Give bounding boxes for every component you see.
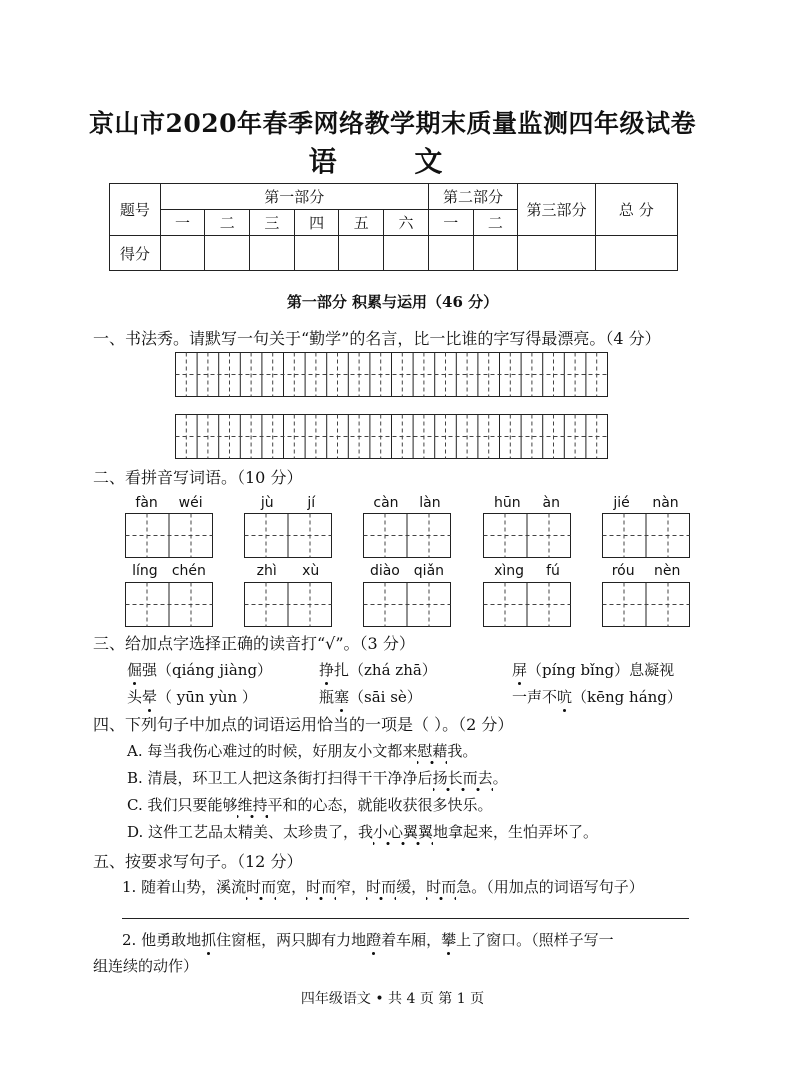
q4-option-b[interactable]: B. 清晨，环卫工人把这条街打扫得干干净净后扬长而去。 <box>127 767 508 788</box>
character-box[interactable] <box>602 582 690 627</box>
character-box[interactable] <box>244 513 332 558</box>
character-box[interactable] <box>125 582 213 627</box>
tihao-label: 题号 <box>110 184 161 236</box>
pinyin-label: fàn wéi <box>135 495 203 511</box>
q5-sentence-2: 2. 他勇敢地抓住窗框，两只脚有力地蹬着车厢，攀上了窗口。（照样子写一 <box>122 931 614 949</box>
q5-sentence-2-cont: 组连续的动作） <box>93 957 199 975</box>
pinyin-label: xìng fú <box>494 563 560 579</box>
pinyin-label: hūn àn <box>493 495 560 511</box>
character-box[interactable] <box>363 582 451 627</box>
q4-option-c[interactable]: C. 我们只要能够维持平和的心态，就能收获很多快乐。 <box>127 794 493 815</box>
q2-text: 二、看拼音写词语。（10 分） <box>93 468 303 487</box>
score-cell[interactable] <box>250 236 295 271</box>
q3-item-2[interactable]: 挣扎（zhá zhā） <box>319 661 437 679</box>
character-box[interactable] <box>483 513 571 558</box>
page-footer: 四年级语文 • 共 4 页 第 1 页 <box>300 991 485 1007</box>
q3-item-4[interactable]: 头晕（ yūn yùn ） <box>127 688 257 706</box>
q4-text: 四、下列句子中加点的词语运用恰当的一项是（ ）。（2 分） <box>93 715 514 734</box>
score-cell[interactable] <box>428 236 473 271</box>
part1-col: 一 <box>160 210 205 236</box>
character-box[interactable] <box>363 513 451 558</box>
q3-item-3[interactable]: 屏（píng bǐng）息凝视 <box>512 661 675 679</box>
q5-text: 五、按要求写句子。（12 分） <box>93 852 303 871</box>
total-header: 总 分 <box>595 184 677 236</box>
page-title: 京山市2020年春季网络教学期末质量监测四年级试卷 <box>88 109 697 138</box>
score-cell[interactable] <box>473 236 518 271</box>
score-cell[interactable] <box>205 236 250 271</box>
q4-option-d[interactable]: D. 这件工艺品太精美、太珍贵了，我小心翼翼地拿起来，生怕弄坏了。 <box>127 821 598 842</box>
character-box[interactable] <box>602 513 690 558</box>
answer-line[interactable] <box>122 918 689 919</box>
pinyin-label: diào qiǎn <box>369 563 445 579</box>
part2-header: 第二部分 <box>428 184 517 210</box>
pinyin-label: jié nàn <box>613 495 679 511</box>
score-cell[interactable] <box>339 236 384 271</box>
q3-item-6[interactable]: 一声不吭（kēng háng） <box>512 688 682 706</box>
character-box[interactable] <box>483 582 571 627</box>
score-cell[interactable] <box>595 236 677 271</box>
q5-sentence-1: 1. 随着山势，溪流时而宽，时而窄，时而缓，时而急。（用加点的词语写句子） <box>122 876 644 897</box>
part1-header: 第一部分 <box>160 184 428 210</box>
score-cell[interactable] <box>160 236 205 271</box>
q3-item-5[interactable]: 瓶塞（sāi sè） <box>319 688 422 706</box>
part2-col: 二 <box>473 210 518 236</box>
part1-col: 五 <box>339 210 384 236</box>
q3-text: 三、给加点字选择正确的读音打“√”。（3 分） <box>93 634 415 653</box>
subject-title: 语 文 <box>308 145 477 178</box>
q1-text: 一、书法秀。请默写一句关于“勤学”的名言，比一比谁的字写得最漂亮。（4 分） <box>93 329 661 348</box>
pinyin-label: càn làn <box>373 495 441 511</box>
part1-col: 三 <box>250 210 295 236</box>
part1-col: 六 <box>384 210 429 236</box>
score-table <box>109 183 678 271</box>
score-cell[interactable] <box>294 236 339 271</box>
pinyin-label: jù jí <box>260 495 316 511</box>
character-box[interactable] <box>125 513 213 558</box>
q4-option-a[interactable]: A. 每当我伤心难过的时候，好朋友小文都来慰藉我。 <box>127 740 477 761</box>
score-cell[interactable] <box>384 236 429 271</box>
pinyin-label: líng chén <box>132 563 206 579</box>
writing-grid[interactable] <box>175 352 609 460</box>
part3-header: 第三部分 <box>518 184 595 236</box>
part1-col: 四 <box>294 210 339 236</box>
part2-col: 一 <box>428 210 473 236</box>
pinyin-label: zhì xù <box>256 563 320 579</box>
score-cell[interactable] <box>518 236 595 271</box>
character-box[interactable] <box>244 582 332 627</box>
section1-title: 第一部分 积累与运用（46 分） <box>286 293 499 311</box>
pinyin-label: róu nèn <box>611 563 681 579</box>
defen-label: 得分 <box>110 236 161 271</box>
q3-item-1[interactable]: 倔强（qiáng jiàng） <box>127 661 273 679</box>
part1-col: 二 <box>205 210 250 236</box>
